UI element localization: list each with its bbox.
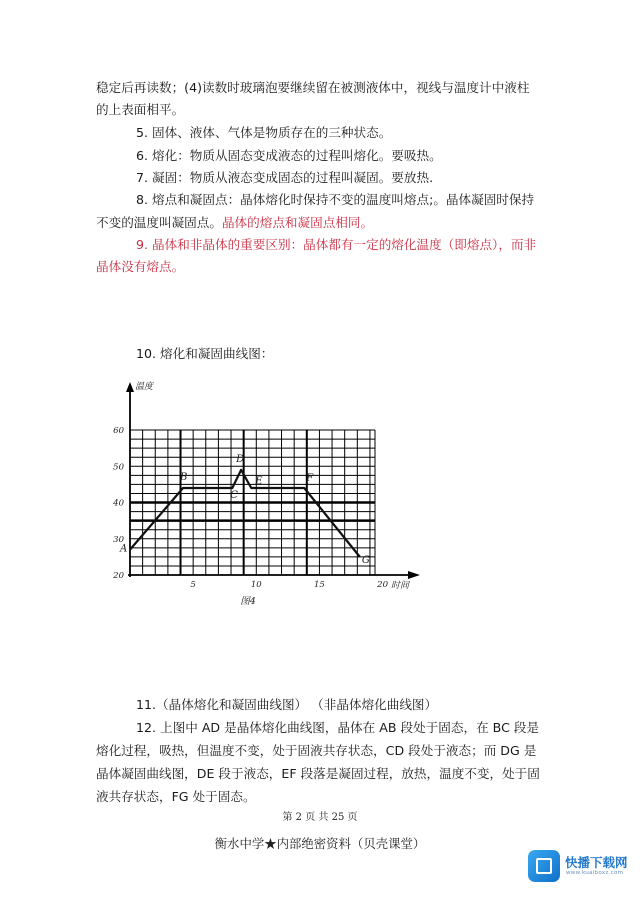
chart-grid bbox=[130, 430, 375, 575]
x-tick-20: 20 bbox=[377, 580, 388, 590]
chart-labels bbox=[112, 381, 411, 607]
text-line-10a bbox=[136, 718, 556, 738]
y-axis-label: 温度 bbox=[135, 382, 154, 392]
point-label-E: E bbox=[255, 476, 263, 487]
text-span: 的上表面相平。 bbox=[96, 102, 185, 117]
text-line-6a bbox=[136, 190, 556, 210]
watermark-url: www.kuaiboxz.com bbox=[566, 870, 624, 876]
y-tick-50: 50 bbox=[113, 462, 124, 473]
text-span: 熔化过程，吸热，但温度不变，处于固液共存状态，CD 段处于液态；而 DG 是 bbox=[96, 743, 537, 758]
text-line-7b bbox=[96, 257, 556, 277]
text-span: 6. 熔化：物质从固态变成液态的过程叫熔化。要吸热。 bbox=[136, 148, 442, 163]
page-number: 第 2 页 共 25 页 bbox=[282, 812, 358, 823]
x-tick-15: 15 bbox=[314, 580, 325, 590]
y-axis-arrow bbox=[126, 382, 134, 392]
text-span: 5. 固体、液体、气体是物质存在的三种状态。 bbox=[136, 125, 392, 140]
chart-axes bbox=[126, 382, 420, 579]
text-line-7a bbox=[136, 235, 556, 255]
text-line-4 bbox=[136, 146, 556, 166]
y-tick-30: 30 bbox=[113, 534, 124, 545]
chart-caption: 图4 bbox=[240, 596, 256, 607]
text-span: 晶体凝固曲线图，DE 段于液态，EF 段落是凝固过程，放热，温度不变，处于固 bbox=[96, 766, 540, 781]
text-line-9 bbox=[136, 695, 556, 715]
text-line-6b bbox=[96, 213, 556, 233]
point-label-G: G bbox=[361, 554, 370, 566]
text-line-3 bbox=[136, 123, 556, 143]
text-span: 9. 晶体和非晶体的重要区别：晶体都有一定的熔化温度（即熔点），而非 bbox=[136, 237, 537, 252]
text-span: 不变的温度叫凝固点。 bbox=[96, 215, 222, 230]
cube-icon bbox=[528, 850, 560, 882]
chart-curve bbox=[130, 470, 360, 557]
text-line-8 bbox=[136, 344, 556, 364]
point-label-A: A bbox=[120, 543, 128, 555]
y-tick-40: 40 bbox=[113, 498, 124, 509]
text-span: 晶体没有熔点。 bbox=[96, 259, 185, 274]
x-axis-label: 时间 bbox=[391, 581, 410, 591]
y-tick-20: 20 bbox=[113, 571, 124, 581]
chart-svg bbox=[108, 372, 438, 612]
watermark-name: 快播下载网 bbox=[565, 855, 628, 870]
text-line-5 bbox=[136, 168, 556, 188]
x-tick-5: 5 bbox=[190, 580, 196, 590]
text-span: 8. 熔点和凝固点：晶体熔化时保持不变的温度叫熔点;。晶体凝固时保持 bbox=[136, 192, 535, 207]
point-label-F: F bbox=[306, 473, 314, 484]
text-line-2 bbox=[96, 100, 556, 120]
text-span: 稳定后再读数；(4)读数时玻璃泡要继续留在被测液体中，视线与温度计中液柱 bbox=[96, 80, 530, 95]
text-line-10b bbox=[96, 741, 556, 761]
curve-line bbox=[130, 470, 360, 557]
text-span: 液共存状态，FG 处于固态。 bbox=[96, 789, 256, 804]
point-label-B: B bbox=[180, 472, 188, 483]
text-span: 7. 凝固：物质从液态变成固态的过程叫凝固。要放热. bbox=[136, 170, 434, 185]
x-tick-10: 10 bbox=[250, 580, 262, 590]
text-line-1 bbox=[96, 78, 556, 98]
point-label-D: D bbox=[236, 453, 245, 465]
highlight-span: 晶体的熔点和凝固点相同。 bbox=[221, 215, 374, 230]
text-line-10d bbox=[96, 787, 556, 807]
text-span: 12. 上图中 AD 是晶体熔化曲线图，晶体在 AB 段处于固态，在 BC 段是 bbox=[136, 720, 540, 735]
text-line-10c bbox=[96, 764, 556, 784]
point-label-C: C bbox=[230, 490, 238, 501]
footer-title: 衡水中学★内部绝密资料（贝壳课堂） bbox=[214, 836, 426, 851]
text-span: 11.（晶体熔化和凝固曲线图） （非晶体熔化曲线图） bbox=[136, 697, 438, 712]
text-span: 10. 熔化和凝固曲线图： bbox=[136, 346, 274, 361]
y-tick-60: 60 bbox=[113, 426, 124, 436]
watermark-logo[interactable] bbox=[528, 848, 632, 884]
x-axis-arrow bbox=[408, 571, 420, 579]
melting-solidification-chart bbox=[108, 372, 438, 612]
